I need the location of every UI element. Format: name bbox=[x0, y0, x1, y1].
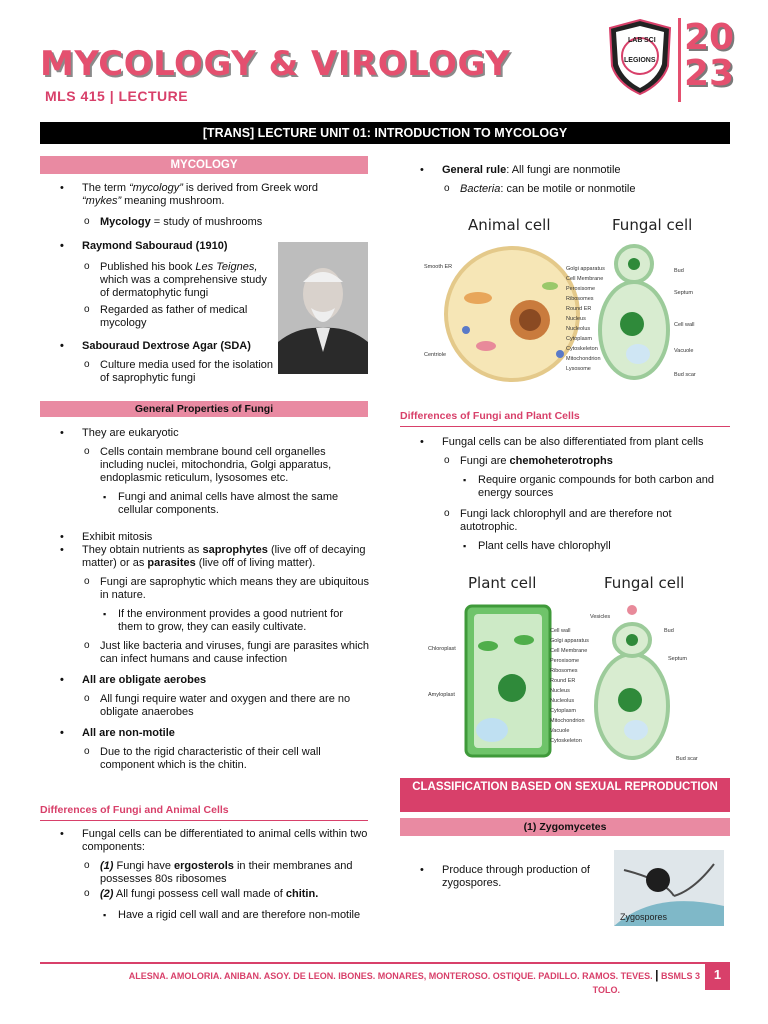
fig2-label: Round ER bbox=[550, 678, 576, 684]
list-item: ▪ If the environment provides a good nutrient for them to grow, they can easily cultivate. bbox=[40, 608, 370, 634]
fig2-right-label: Bud scar bbox=[676, 756, 698, 762]
fig2-right-label: Septum bbox=[668, 656, 687, 662]
list-item: o (2) All fungi possess cell wall made of chitin. bbox=[40, 888, 370, 901]
fig2-label: Cell Membrane bbox=[550, 648, 588, 654]
fig1-label: Cytoplasm bbox=[566, 336, 592, 342]
plant-fungal-cell-figure bbox=[420, 570, 730, 766]
fig1-right-label: Cell wall bbox=[674, 322, 695, 328]
list-item: o Cells contain membrane bound cell organelles including nuclei, mitochondria, Golgi apparatus, endoplasmic reticulum, lysosomes etc. bbox=[40, 446, 370, 485]
fig1-label: Nucleolus bbox=[566, 326, 591, 332]
zygospores-caption: Zygospores bbox=[620, 912, 668, 922]
fig1-label: Peroxisome bbox=[566, 286, 596, 292]
fig2-label: Vacuole bbox=[550, 728, 570, 734]
fig2-label: Cell wall bbox=[550, 628, 571, 634]
general-rule-section bbox=[400, 164, 730, 200]
fig2-label: Ribosomes bbox=[550, 668, 578, 674]
fig1-label: Nucleus bbox=[566, 316, 586, 322]
logo-text-legions: LEGIONS bbox=[624, 57, 656, 64]
list-item: ▪ Have a rigid cell wall and are therefore non-motile bbox=[40, 909, 370, 922]
list-item: o Fungi lack chlorophyll and are therefore not autotrophic. bbox=[400, 508, 730, 534]
fungal-cell-caption: Fungal cell bbox=[612, 216, 693, 234]
list-item: • Sabouraud Dextrose Agar (SDA) bbox=[40, 340, 278, 353]
list-item: o Fungi are chemoheterotrophs bbox=[400, 455, 730, 468]
page-number: 1 bbox=[705, 962, 730, 990]
fig2-right-label: Bud bbox=[664, 628, 674, 634]
fig2-label: Cytoplasm bbox=[550, 708, 576, 714]
fungal-cell-drawing-2 bbox=[596, 605, 668, 758]
plant-cells-list bbox=[400, 436, 730, 557]
fig2-left-label: Chloroplast bbox=[428, 646, 456, 652]
fig1-label: Ribosomes bbox=[566, 296, 594, 302]
fungal-cell-drawing bbox=[600, 246, 668, 378]
fig2-label: Golgi apparatus bbox=[550, 638, 589, 644]
fig2-label: Cytoskeleton bbox=[550, 738, 582, 744]
fig1-right-label: Vacuole bbox=[674, 348, 694, 354]
list-item: • The term “mycology” is derived from Greek word “mykes” meaning mushroom. bbox=[40, 182, 370, 208]
fig2-label: Mitochondrion bbox=[550, 718, 585, 724]
list-item: o Just like bacteria and viruses, fungi are parasites which can infect humans and cause infection bbox=[40, 640, 370, 666]
year-label bbox=[684, 17, 735, 94]
year-divider bbox=[678, 18, 681, 102]
animal-fungal-cell-figure bbox=[420, 206, 720, 386]
fig1-left-label: Smooth ER bbox=[424, 264, 453, 270]
list-item: ▪ Require organic compounds for both carbon and energy sources bbox=[400, 474, 730, 500]
general-properties-list bbox=[40, 427, 370, 776]
list-item: ▪ Plant cells have chlorophyll bbox=[400, 540, 730, 553]
fig2-label: Vesicles bbox=[590, 614, 611, 620]
general-properties-heading: General Properties of Fungi bbox=[40, 401, 368, 417]
animal-cells-heading: Differences of Fungi and Animal Cells bbox=[40, 804, 368, 821]
animal-cells-list bbox=[40, 828, 370, 926]
zygomycetes-heading: (1) Zygomycetes bbox=[400, 818, 730, 836]
list-item: • All are non-motile bbox=[40, 727, 370, 740]
list-item: • Fungal cells can be also differentiated from plant cells bbox=[400, 436, 730, 449]
year-top: 20 bbox=[684, 17, 735, 58]
lecture-banner: [TRANS] LECTURE UNIT 01: INTRODUCTION TO MYCOLOGY bbox=[40, 122, 730, 144]
fig1-label: Golgi apparatus bbox=[566, 266, 605, 272]
list-item: o Culture media used for the isolation of saprophytic fungi bbox=[40, 359, 278, 385]
list-item: • Fungal cells can be differentiated to animal cells within two components: bbox=[40, 828, 370, 854]
fig1-right-label: Bud scar bbox=[674, 372, 696, 378]
footer-authors: ALESNA. AMOLORIA. ANIBAN. ASOY. DE LEON. IBONES. MONARES, MONTEROSO. OSTIQUE. PADILLO. RAMOS. TEVES. | BSMLS 3 TOLO. bbox=[128, 968, 700, 995]
list-item: • Produce through production of zygospores. bbox=[400, 864, 610, 890]
sabouraud-portrait bbox=[278, 242, 368, 374]
document-title: MYCOLOGY & VIROLOGY bbox=[40, 44, 511, 84]
fig1-right-label: Bud bbox=[674, 268, 684, 274]
list-item: o (1) Fungi have ergosterols in their membranes and possesses 80s ribosomes bbox=[40, 860, 370, 886]
list-item: • Exhibit mitosis bbox=[40, 531, 370, 544]
zygospores-image bbox=[614, 850, 724, 926]
mycology-heading: MYCOLOGY bbox=[40, 156, 368, 174]
fig1-label: Cytoskeleton bbox=[566, 346, 598, 352]
logo-text-sci: SCI bbox=[644, 37, 656, 44]
fig1-left-label: Centriole bbox=[424, 352, 447, 358]
fig2-label: Nucleolus bbox=[550, 698, 575, 704]
fig1-right-label: Septum bbox=[674, 290, 693, 296]
plant-cell-caption: Plant cell bbox=[468, 574, 537, 592]
labsci-legions-logo bbox=[608, 18, 672, 96]
fig2-label: Nucleus bbox=[550, 688, 570, 694]
list-item: • Raymond Sabouraud (1910) bbox=[40, 240, 278, 253]
list-item: o Regarded as father of medical mycology bbox=[40, 304, 278, 330]
course-subtitle: MLS 415 | LECTURE bbox=[45, 88, 189, 104]
list-item: • General rule: All fungi are nonmotile bbox=[400, 164, 730, 177]
fig1-label: Lysosome bbox=[566, 366, 591, 372]
logo-text-lab: LAB bbox=[628, 37, 643, 44]
list-item: o Mycology = study of mushrooms bbox=[40, 216, 370, 229]
list-item: • All are obligate aerobes bbox=[40, 674, 370, 687]
list-item: • They are eukaryotic bbox=[40, 427, 370, 440]
list-item: ▪ Fungi and animal cells have almost the same cellular components. bbox=[40, 491, 370, 517]
zygomycetes-list bbox=[400, 864, 610, 896]
footer-line bbox=[40, 962, 730, 964]
classification-heading: CLASSIFICATION BASED ON SEXUAL REPRODUCTION bbox=[400, 778, 730, 812]
fig1-label: Mitochondrion bbox=[566, 356, 601, 362]
fig2-left-label: Amyloplast bbox=[428, 692, 455, 698]
list-item: o Fungi are saprophytic which means they are ubiquitous in nature. bbox=[40, 576, 370, 602]
year-bottom: 23 bbox=[684, 53, 735, 94]
list-item: • They obtain nutrients as saprophytes (live off of decaying matter) or as parasites (live off of living matter). bbox=[40, 544, 370, 570]
sabouraud-section bbox=[40, 240, 278, 389]
mycology-section bbox=[40, 182, 370, 239]
list-item: o All fungi require water and oxygen and there are no obligate anaerobes bbox=[40, 693, 370, 719]
list-item: o Bacteria: can be motile or nonmotile bbox=[400, 183, 730, 196]
animal-cell-caption: Animal cell bbox=[468, 216, 551, 234]
fig2-label: Peroxisome bbox=[550, 658, 580, 664]
list-item: o Published his book Les Teignes, which was a comprehensive study of dermatophytic fungi bbox=[40, 261, 278, 300]
fig1-label: Cell Membrane bbox=[566, 276, 604, 282]
list-item: o Due to the rigid characteristic of their cell wall component which is the chitin. bbox=[40, 746, 370, 772]
fungal-cell-caption-2: Fungal cell bbox=[604, 574, 685, 592]
fig1-label: Round ER bbox=[566, 306, 592, 312]
plant-cells-heading: Differences of Fungi and Plant Cells bbox=[400, 410, 730, 427]
